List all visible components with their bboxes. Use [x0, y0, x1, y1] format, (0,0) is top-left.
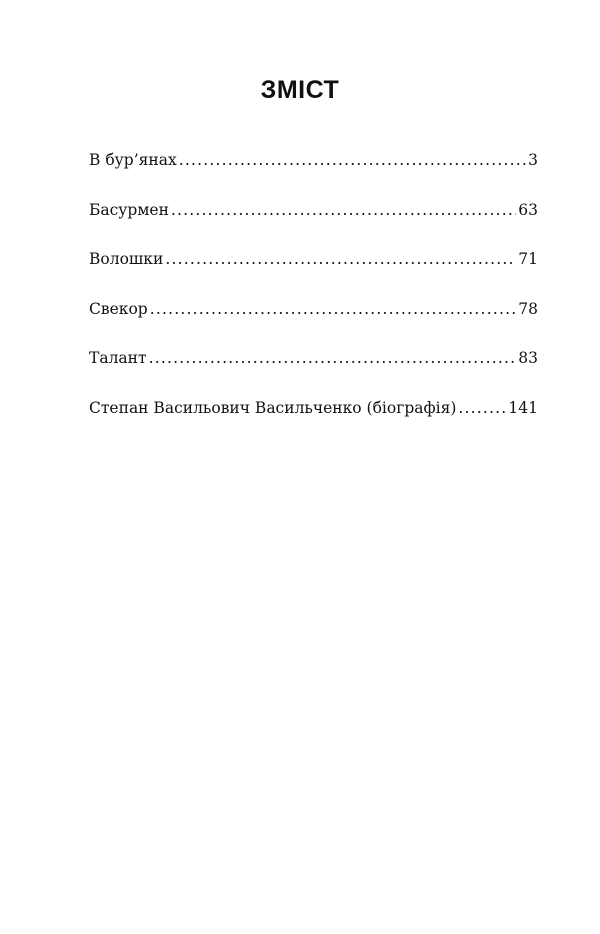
toc-entry-page: 83 [518, 349, 538, 367]
table-of-contents [89, 151, 538, 448]
toc-entry [89, 201, 538, 251]
toc-entry-page: 3 [528, 151, 538, 169]
dot-leader [458, 399, 506, 417]
dot-leader [165, 250, 516, 268]
toc-entry-page: 78 [518, 299, 538, 318]
toc-entry [89, 250, 538, 300]
toc-entry-title: Талант [89, 349, 147, 367]
toc-entry-page: 141 [508, 398, 538, 417]
dot-leader [171, 201, 516, 219]
toc-entry [89, 349, 538, 399]
toc-entry-page: 71 [518, 250, 538, 268]
toc-entry [89, 300, 538, 350]
toc-entry-title: В бур’янах [89, 151, 177, 169]
dot-leader [179, 151, 526, 169]
toc-entry [89, 151, 538, 201]
toc-entry-title: Свекор [89, 299, 148, 318]
toc-entry-title: Басурмен [89, 200, 169, 219]
dot-leader [150, 300, 517, 318]
toc-entry-title: Степан Васильович Васильченко (біографія) [89, 398, 457, 417]
toc-entry-title: Волошки [89, 250, 164, 268]
page-title: ЗМІСТ [260, 76, 340, 104]
toc-entry [89, 399, 538, 449]
dot-leader [149, 349, 517, 367]
toc-entry-page: 63 [518, 200, 538, 219]
